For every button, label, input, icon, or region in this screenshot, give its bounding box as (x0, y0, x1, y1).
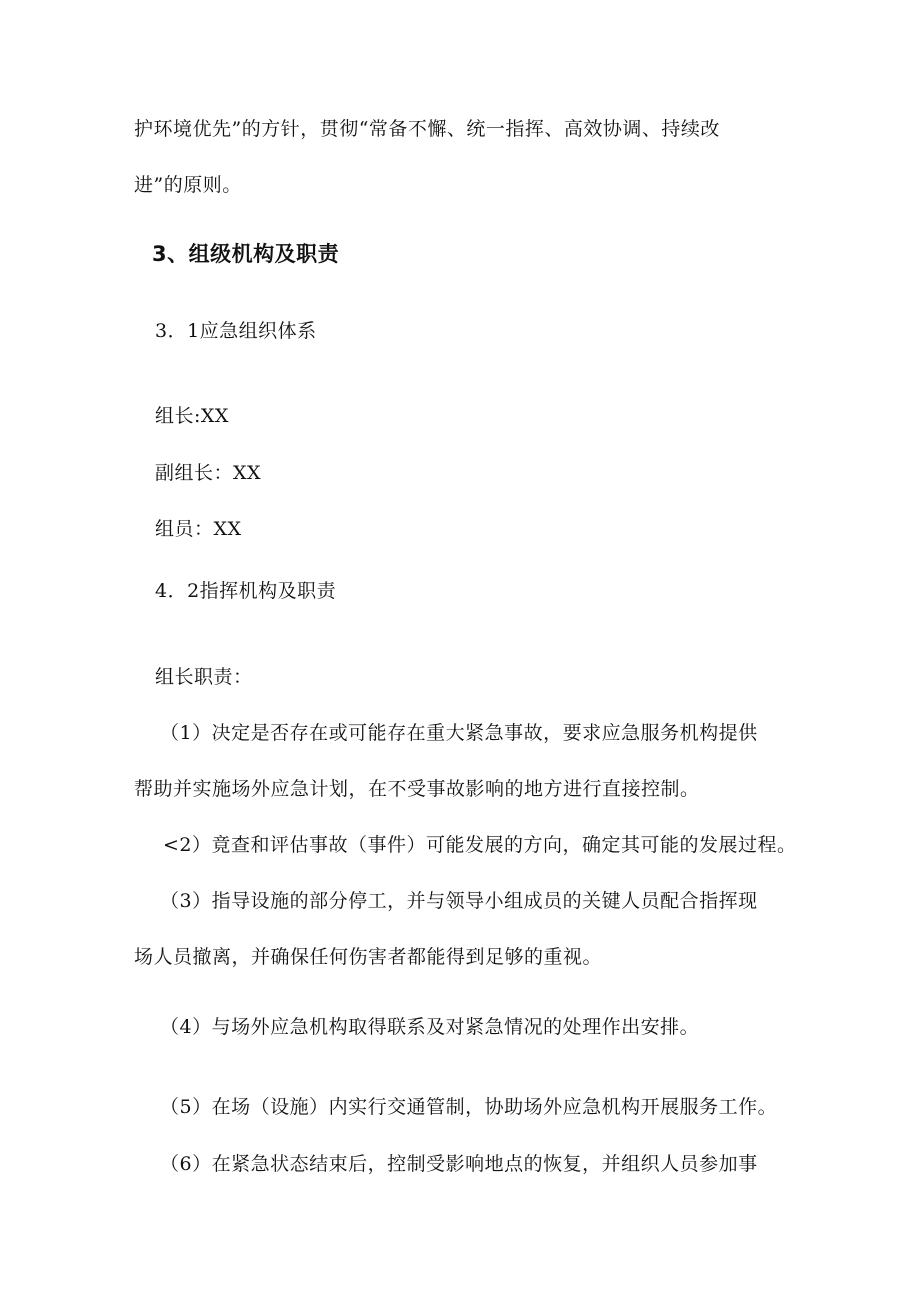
deputy-leader-line: 副组长：XX (155, 462, 262, 484)
section-3-heading: 3、组级机构及职责 (152, 242, 340, 266)
duty-2: <2）竟查和评估事故（事件）可能发展的方向，确定其可能的发展过程。 (163, 834, 797, 856)
duty-6-line-1: （6）在紧急状态结束后，控制受影响地点的恢复，并组织人员参加事 (160, 1153, 758, 1175)
duty-1-line-2: 帮助并实施场外应急计划，在不受事故影响的地方进行直接控制。 (134, 778, 700, 800)
duty-1-line-1: （1）决定是否存在或可能存在重大紧急事故，要求应急服务机构提供 (160, 722, 758, 744)
duty-3-line-1: （3）指导设施的部分停工，并与领导小组成员的关键人员配合指挥现 (160, 890, 758, 912)
intro-paragraph-line-1: 护环境优先”的方针，贯彻“常备不懈、统一指挥、高效协调、持续改 (134, 118, 720, 140)
members-line: 组员：XX (155, 518, 242, 540)
subsection-4-2-heading: 4．2指挥机构及职责 (155, 580, 337, 602)
subsection-3-1-heading: 3．1应急组织体系 (155, 320, 317, 342)
leader-line: 组长:XX (155, 405, 229, 427)
duty-3-line-2: 场人员撤离，并确保任何伤害者都能得到足够的重视。 (134, 946, 603, 968)
intro-paragraph-line-2: 进”的原则。 (134, 174, 242, 196)
leader-duties-title: 组长职责： (155, 666, 253, 688)
duty-4: （4）与场外应急机构取得联系及对紧急情况的处理作出安排。 (160, 1016, 700, 1038)
duty-5: （5）在场（设施）内实行交通管制，协助场外应急机构开展服务工作。 (160, 1096, 778, 1118)
